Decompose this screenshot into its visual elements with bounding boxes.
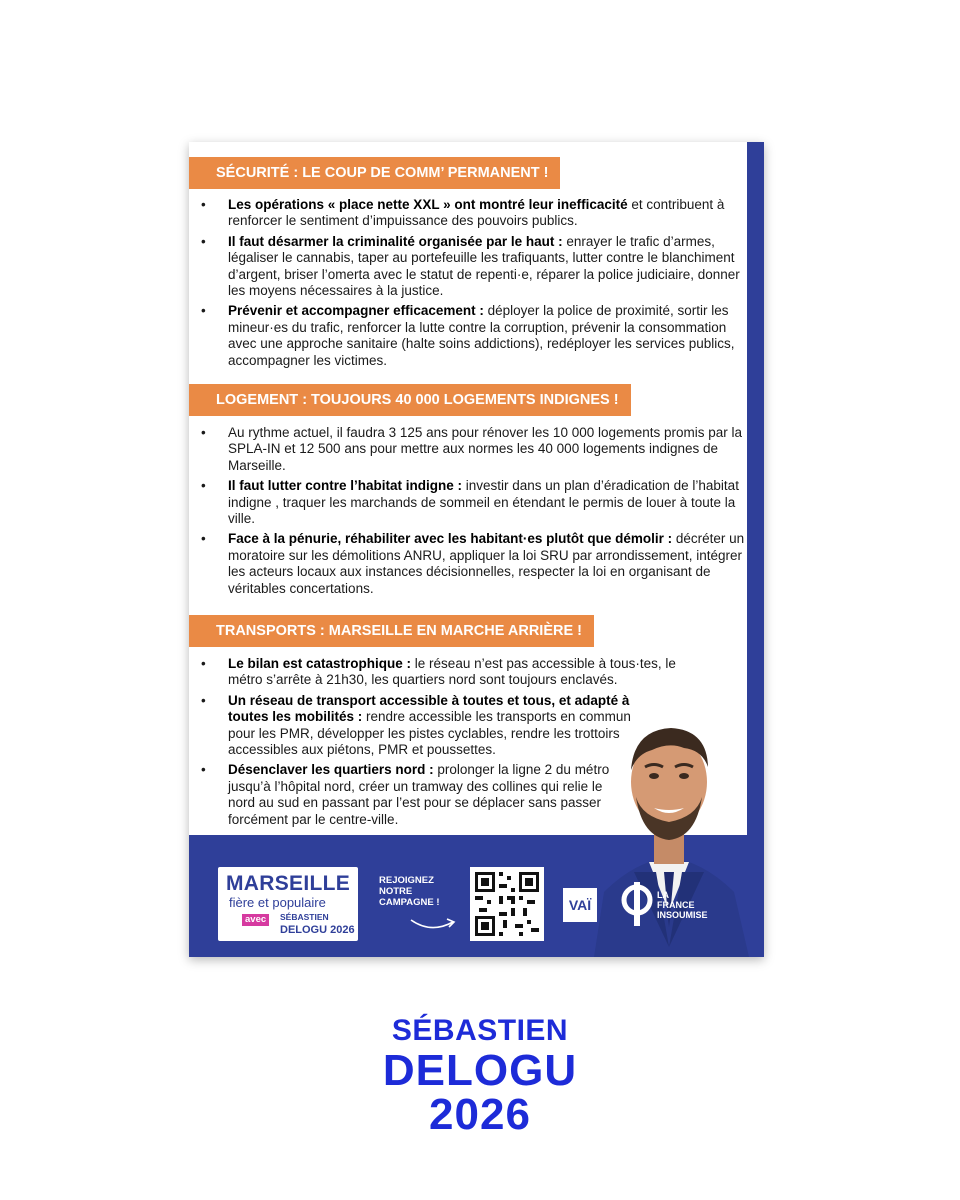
vai-logo: VAÏ — [563, 888, 597, 922]
list-item: • Prévenir et accompagner efficacement : déployer la police de proximité, sortir les mineur·es du trafic, renforcer la lutte contre la corruption, prévenir la consommation avec une approche sanitaire (halte soins addictions), redéployer les services publics, accompagner les victimes. — [201, 303, 746, 369]
curved-arrow-icon — [407, 912, 459, 934]
candidate-last-name: DELOGU — [382, 1046, 578, 1095]
list-item: • Les opérations « place nette XXL » ont montré leur inefficacité et contribuent à renforcer le sentiment d’impuissance des pouvoirs publics. — [201, 197, 746, 230]
logo-subtitle: fière et populaire — [229, 895, 326, 910]
logo-firstname: SÉBASTIEN — [280, 912, 329, 922]
list-item: • Un réseau de transport accessible à toutes et tous, et adapté à toutes les mobilités : rendre accessible les transports en commun pour les PMR, développer les pistes cyclables, rendre les trottoirs accessibles aux piétons, PMR et poussettes. — [201, 693, 746, 759]
securite-bullets — [201, 197, 746, 373]
candidate-first-name: SÉBASTIEN — [391, 1014, 569, 1047]
phi-logo-icon — [619, 880, 655, 928]
logo-avec: avec — [242, 914, 269, 926]
list-item: • Il faut lutter contre l’habitat indigne : investir dans un plan d’éradication de l’habitat indigne , traquer les marchands de sommeil en étendant le permis de louer à toute la ville. — [201, 478, 746, 527]
list-item: • Le bilan est catastrophique : le réseau n’est pas accessible à tous·tes, le métro s’arrête à 21h30, les quartiers nord sont toujours enclavés. — [201, 656, 746, 689]
list-item: • Face à la pénurie, réhabiliter avec les habitant·es plutôt que démolir : décréter un moratoire sur les démolitions ANRU, appliquer la loi SRU par arrondissement, intégrer les acteurs locaux aux instances décisionnelles, respecter la loi en organisant de véritables concertations. — [201, 531, 746, 597]
lfi-logo-text: LA FRANCE INSOUMISE — [657, 890, 708, 920]
logo-name-year: DELOGU 2026 — [280, 924, 355, 936]
list-item: • Au rythme actuel, il faudra 3 125 ans pour rénover les 10 000 logements promis par la SPLA-IN et 12 500 ans pour mettre aux normes les 40 000 logements indignes de Marseille. — [201, 425, 746, 474]
join-campaign-text: REJOIGNEZ NOTRE CAMPAGNE ! — [379, 875, 440, 908]
logement-bullets — [201, 425, 746, 601]
list-item: • Désenclaver les quartiers nord : prolonger la ligne 2 du métro jusqu’à l’hôpital nord, créer un tramway des collines qui relie le nord au sud en passant par l’est pour se déplacer sans passer forcément par le centre-ville. — [201, 762, 746, 828]
candidate-portrait — [574, 712, 764, 957]
candidate-title — [0, 1015, 960, 1137]
logo-title: MARSEILLE — [226, 872, 351, 895]
campaign-year: 2026 — [429, 1090, 531, 1139]
campaign-flyer — [189, 142, 764, 957]
list-item: • Il faut désarmer la criminalité organisée par le haut : enrayer le trafic d’armes, légaliser le cannabis, taper au portefeuille les trafiquants, lutter contre le blanchiment d’argent, briser l’omerta avec le statut de repenti·e, réparer la police judiciaire, donner les moyens nécessaires à la justice. — [201, 234, 746, 300]
section-title-transports: TRANSPORTS : MARSEILLE EN MARCHE ARRIÈRE ! — [189, 615, 594, 647]
section-title-logement: LOGEMENT : TOUJOURS 40 000 LOGEMENTS INDIGNES ! — [189, 384, 631, 416]
qr-code[interactable] — [470, 867, 544, 941]
campaign-logo — [218, 867, 358, 941]
litter-notice: NE PAS JETER SUR LA VOIE PUBLIQUE — [585, 154, 733, 163]
section-title-securite: SÉCURITÉ : LE COUP DE COMM’ PERMANENT ! — [189, 157, 560, 189]
